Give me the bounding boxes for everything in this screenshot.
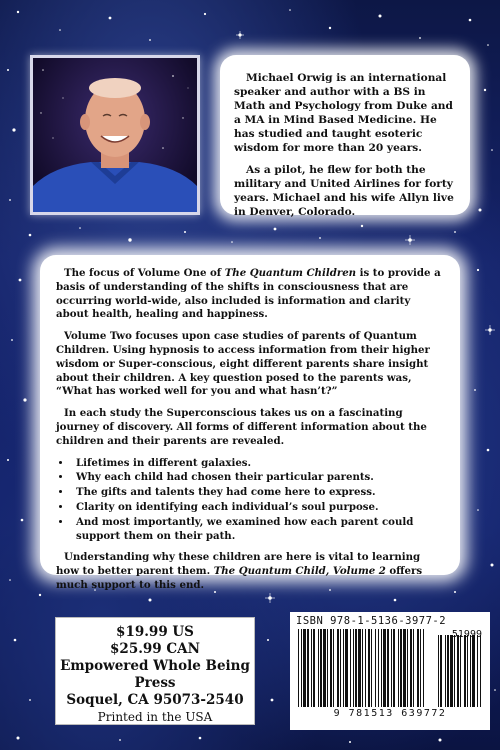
author-bio-paragraph: Michael Orwig is an international speaker and author with a BS in Math and Psychology from Duke and a MA in Mind Based Medicine. He has studied and taught esoteric wisdom for more than 20 years.: [234, 72, 453, 154]
barcode-bar: [391, 629, 392, 707]
list-item: • And most importantly, we examined how each parent could support them on their path.: [72, 516, 444, 544]
barcode-bar: [467, 635, 468, 707]
barcode-bar: [307, 629, 309, 707]
barcode-bar: [457, 635, 459, 707]
description-paragraph-3: In each study the Superconscious takes us on a fascinating journey of discovery. All forms of different information about the children and their parents are revealed.: [56, 407, 427, 447]
author-bio-paragraph: As a pilot, he flew for both the military and United Airlines for forty years. Michael and his wife Allyn live in Denver, Colorado.: [234, 164, 454, 218]
barcode-bar: [417, 629, 419, 707]
barcode-bar: [333, 629, 334, 707]
list-item: • Why each child had chosen their particular parents.: [72, 471, 444, 485]
text-span: offers much support to this end.: [56, 565, 423, 591]
barcode-bar: [378, 629, 379, 707]
barcode-bar: [383, 629, 386, 707]
text-span: Understanding why these children are here is vital to learning how to better parent them.: [56, 551, 421, 578]
publisher-address: Soquel, CA 95073-2540: [66, 692, 244, 708]
barcode-bar: [393, 629, 395, 707]
price-publisher-box: [55, 617, 255, 725]
barcode-bar: [407, 629, 408, 707]
barcode-bar: [381, 629, 382, 707]
barcode-bar: [311, 629, 312, 707]
price-can: $25.99 CAN: [110, 641, 200, 657]
barcode-bar: [472, 635, 475, 707]
barcode-bar: [353, 629, 354, 707]
author-portrait-image: [33, 58, 197, 212]
list-item: • The gifts and talents they had come here to express.: [72, 486, 444, 500]
barcode-bar: [423, 629, 424, 707]
barcode-bar: [330, 629, 332, 707]
isbn-number: ISBN 978-1-5136-3977-2: [296, 615, 447, 627]
barcode-bar: [337, 629, 339, 707]
barcode-bars: [296, 629, 484, 707]
list-item: • Lifetimes in different galaxies.: [72, 457, 444, 471]
text-span: The focus of Volume One of: [64, 267, 225, 279]
isbn-barcode-box: [290, 612, 490, 730]
barcode-bar: [387, 629, 389, 707]
barcode-bar: [355, 629, 357, 707]
barcode-bar: [470, 635, 471, 707]
barcode-bar: [318, 629, 319, 707]
book-title-italic: The Quantum Child, Volume 2: [213, 565, 386, 578]
barcode-bar: [340, 629, 341, 707]
barcode-bar: [413, 629, 414, 707]
barcode-bar: [438, 635, 439, 707]
book-title-italic: The Quantum Children: [224, 267, 357, 279]
barcode-bar: [365, 629, 366, 707]
price-code: 51999: [451, 629, 482, 640]
barcode-bar: [410, 629, 412, 707]
book-description-box: [40, 255, 460, 591]
barcode-bar: [464, 635, 466, 707]
printed-in: Printed in the USA: [97, 710, 213, 724]
barcode-bar: [327, 629, 328, 707]
barcode-bar: [298, 629, 299, 707]
description-paragraph-4: [56, 551, 444, 592]
barcode-bar: [445, 635, 446, 707]
barcode-bar: [450, 635, 453, 707]
revelations-list: [56, 457, 444, 544]
barcode-bar: [440, 635, 442, 707]
barcode-bar: [403, 629, 406, 707]
barcode-bar: [303, 629, 306, 707]
description-paragraph-2: Volume Two focuses upon case studies of parents of Quantum Children. Using hypnosis to access information from their higher wisdom or Super-conscious, eight different parents share insight about their children. A key question posed to the parents was, “What has worked well for you and what hasn’t?”: [56, 330, 430, 398]
barcode-bar: [343, 629, 344, 707]
list-item: • Clarity on identifying each individual’s soul purpose.: [72, 501, 444, 515]
barcode-bar: [323, 629, 326, 707]
publisher-name: Empowered Whole Being Press: [60, 658, 250, 691]
barcode-bar: [368, 629, 370, 707]
barcode-bar: [477, 635, 478, 707]
barcode-bar: [398, 629, 399, 707]
price-us: $19.99 US: [116, 624, 194, 640]
description-paragraph-1: [56, 267, 444, 322]
text-span: is to provide a basis of understanding of the shifts in consciousness that are occurring world-wide, also included is information and clarity about health, healing and happiness.: [56, 267, 441, 321]
barcode-bar: [320, 629, 322, 707]
author-photo: [30, 55, 200, 215]
barcode-bar: [447, 635, 449, 707]
barcode-bar: [480, 635, 481, 707]
author-bio-box: [220, 55, 470, 218]
barcode-bar: [375, 629, 376, 707]
barcode-bar: [345, 629, 348, 707]
barcode-bar: [301, 629, 302, 707]
barcode-bar: [350, 629, 351, 707]
barcode-bar: [460, 635, 461, 707]
barcode-bar: [420, 629, 421, 707]
barcode-bar: [362, 629, 363, 707]
barcode-bar: [400, 629, 402, 707]
barcode-bar: [313, 629, 315, 707]
barcode-bar: [371, 629, 372, 707]
barcode-bar: [358, 629, 361, 707]
barcode-digits: 9 781513 639772: [333, 708, 447, 719]
barcode-bar: [454, 635, 455, 707]
